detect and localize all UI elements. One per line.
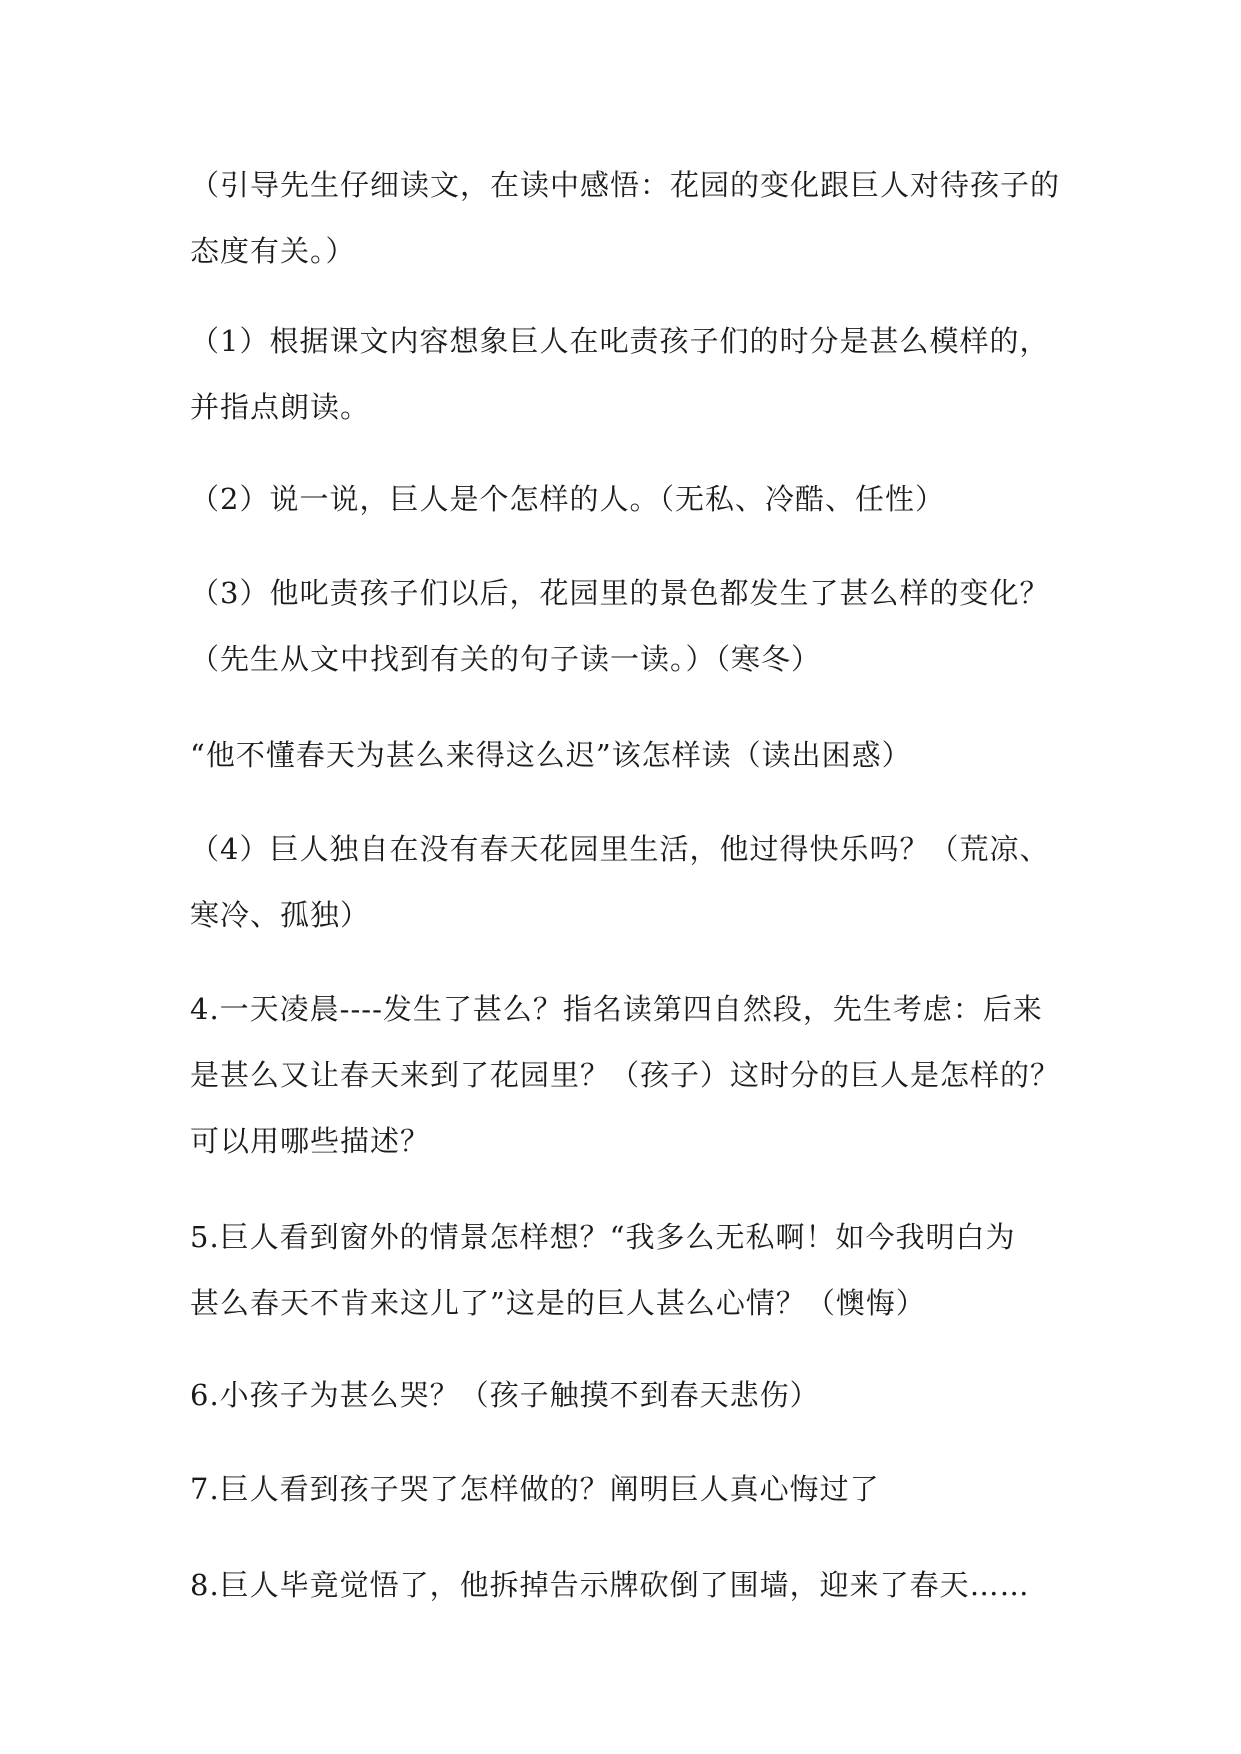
text-line: （先生从文中找到有关的句子读一读。）（寒冬） bbox=[190, 642, 822, 676]
text-line: 4.一天凌晨----发生了甚么？指名读第四自然段，先生考虑：后来 bbox=[190, 992, 1043, 1026]
paragraph-step-7 bbox=[190, 1456, 1070, 1522]
text-line: （引导先生仔细读文，在读中感悟：花园的变化跟巨人对待孩子的 bbox=[190, 168, 1061, 202]
paragraph-item-1 bbox=[190, 308, 1070, 440]
text-line: 寒冷、孤独） bbox=[190, 898, 371, 932]
paragraph-step-8 bbox=[190, 1552, 1070, 1618]
text-line: 是甚么又让春天来到了花园里？（孩子）这时分的巨人是怎样的？ bbox=[190, 1058, 1061, 1092]
paragraph-quote-reading bbox=[190, 722, 1070, 788]
text-line: 并指点朗读。 bbox=[190, 390, 371, 424]
paragraph-item-3 bbox=[190, 560, 1070, 692]
text-line: 5.巨人看到窗外的情景怎样想？“我多么无私啊！如今我明白为 bbox=[190, 1220, 1016, 1254]
text-line: “他不懂春天为甚么来得这么迟”该怎样读（读出困惑） bbox=[190, 738, 912, 772]
paragraph-guidance bbox=[190, 152, 1070, 284]
text-line: 可以用哪些描述？ bbox=[190, 1124, 431, 1158]
text-line: （1）根据课文内容想象巨人在叱责孩子们的时分是甚么模样的， bbox=[190, 324, 1050, 358]
paragraph-step-4 bbox=[190, 976, 1070, 1174]
text-line: 8.巨人毕竟觉悟了，他拆掉告示牌砍倒了围墙，迎来了春天…… bbox=[190, 1568, 1030, 1602]
paragraph-step-5 bbox=[190, 1204, 1070, 1336]
text-line: 7.巨人看到孩子哭了怎样做的？阐明巨人真心悔过了 bbox=[190, 1472, 880, 1506]
text-line: （4）巨人独自在没有春天花园里生活，他过得快乐吗？（荒凉、 bbox=[190, 832, 1050, 866]
paragraph-item-2 bbox=[190, 466, 1070, 532]
paragraph-step-6 bbox=[190, 1362, 1070, 1428]
text-line: 6.小孩子为甚么哭？（孩子触摸不到春天悲伤） bbox=[190, 1378, 820, 1412]
text-line: （2）说一说，巨人是个怎样的人。（无私、冷酷、任性） bbox=[190, 482, 945, 516]
text-line: （3）他叱责孩子们以后，花园里的景色都发生了甚么样的变化？ bbox=[190, 576, 1050, 610]
text-line: 态度有关。） bbox=[190, 234, 356, 268]
text-line: 甚么春天不肯来这儿了”这是的巨人甚么心情？（懊悔） bbox=[190, 1286, 926, 1320]
paragraph-item-4 bbox=[190, 816, 1070, 948]
